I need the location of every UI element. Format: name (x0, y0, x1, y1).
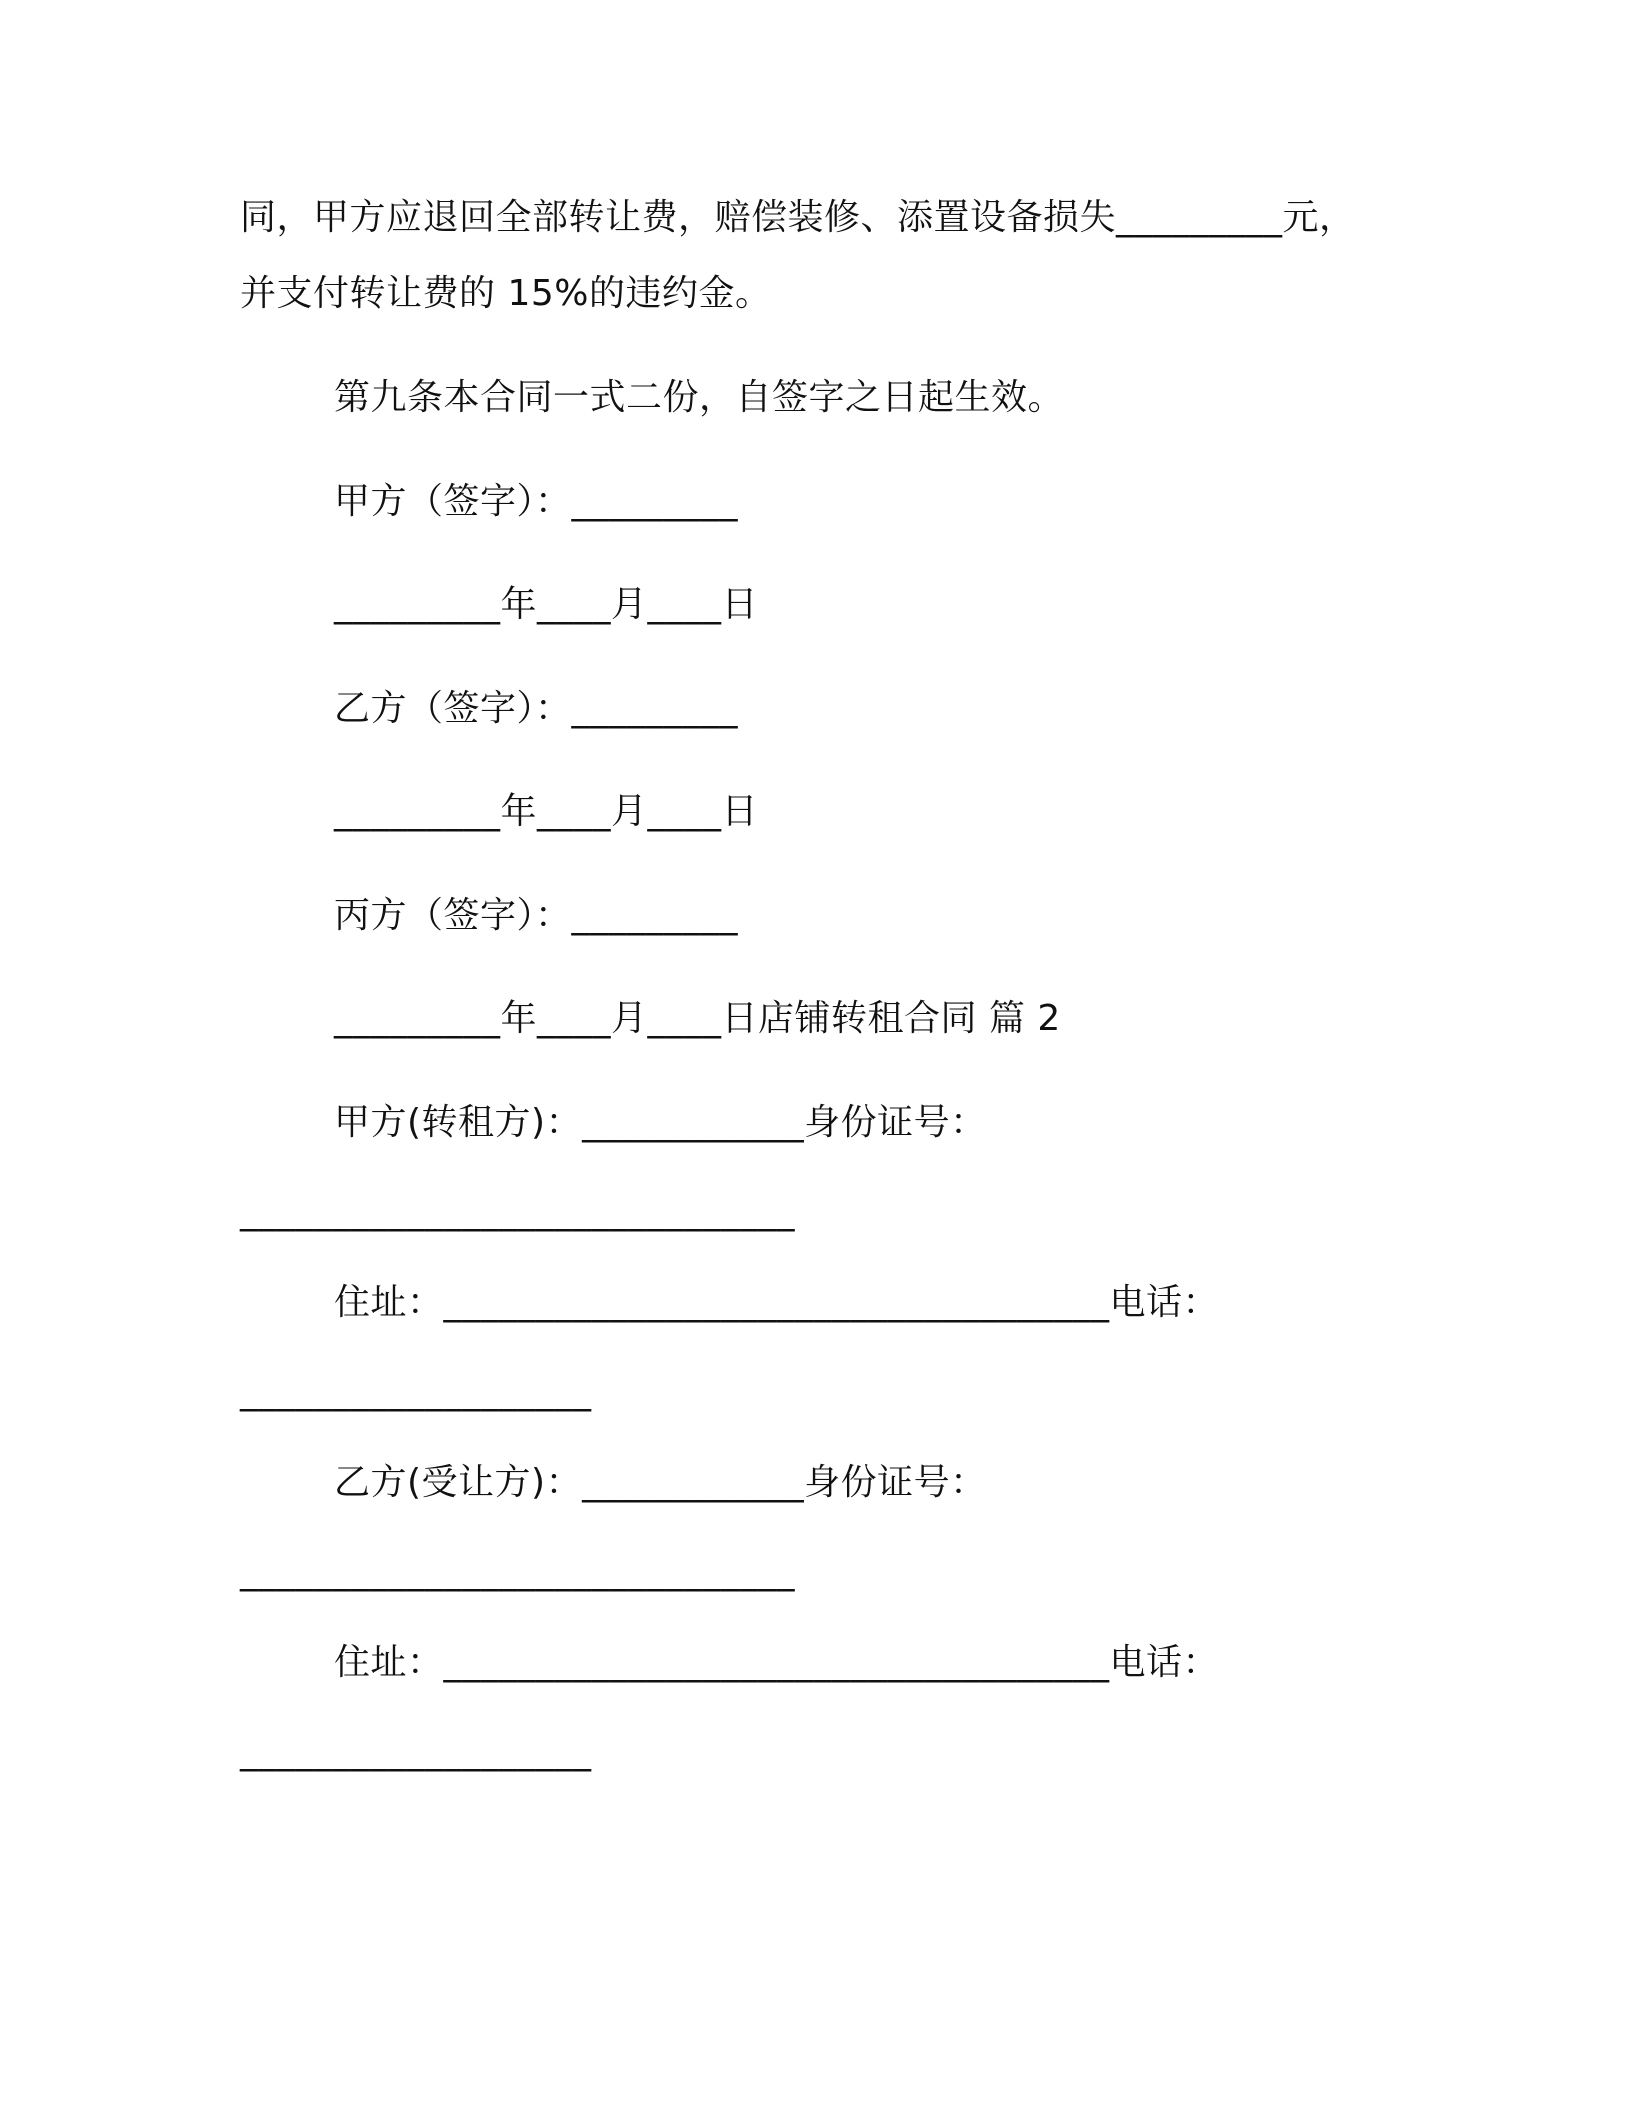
text-line-transfer-fee-refund: 同，甲方应退回全部转让费，赔偿装修、添置设备损失_________元， (240, 197, 1356, 238)
transferee-name-id-line: 乙方(受让方)：____________身份证号： (334, 1462, 987, 1503)
sublessor-address-phone-line: 住址：____________________________________电话： (334, 1282, 1220, 1323)
text-line-article-nine: 第九条本合同一式二份，自签字之日起生效。 (334, 377, 1065, 418)
party-a-signature-line: 甲方（签字）：_________ (334, 481, 739, 522)
party-b-date-line: _________年____月____日 (334, 791, 758, 832)
party-c-signature-line: 丙方（签字）：_________ (334, 895, 739, 936)
transferee-address-phone-line: 住址：____________________________________电话： (334, 1642, 1220, 1683)
party-c-date-and-section-title: _________年____月____日店铺转租合同 篇 2 (334, 998, 1061, 1039)
text-line-penalty: 并支付转让费的 15%的违约金。 (240, 273, 772, 314)
transferee-id-blank: ______________________________ (240, 1551, 795, 1592)
party-b-signature-line: 乙方（签字）：_________ (334, 688, 739, 729)
sublessor-id-blank: ______________________________ (240, 1191, 795, 1232)
sublessor-phone-blank: ___________________ (240, 1371, 592, 1412)
transferee-phone-blank: ___________________ (240, 1731, 592, 1772)
party-a-date-line: _________年____月____日 (334, 584, 758, 625)
sublessor-name-id-line: 甲方(转租方)：____________身份证号： (334, 1102, 987, 1143)
